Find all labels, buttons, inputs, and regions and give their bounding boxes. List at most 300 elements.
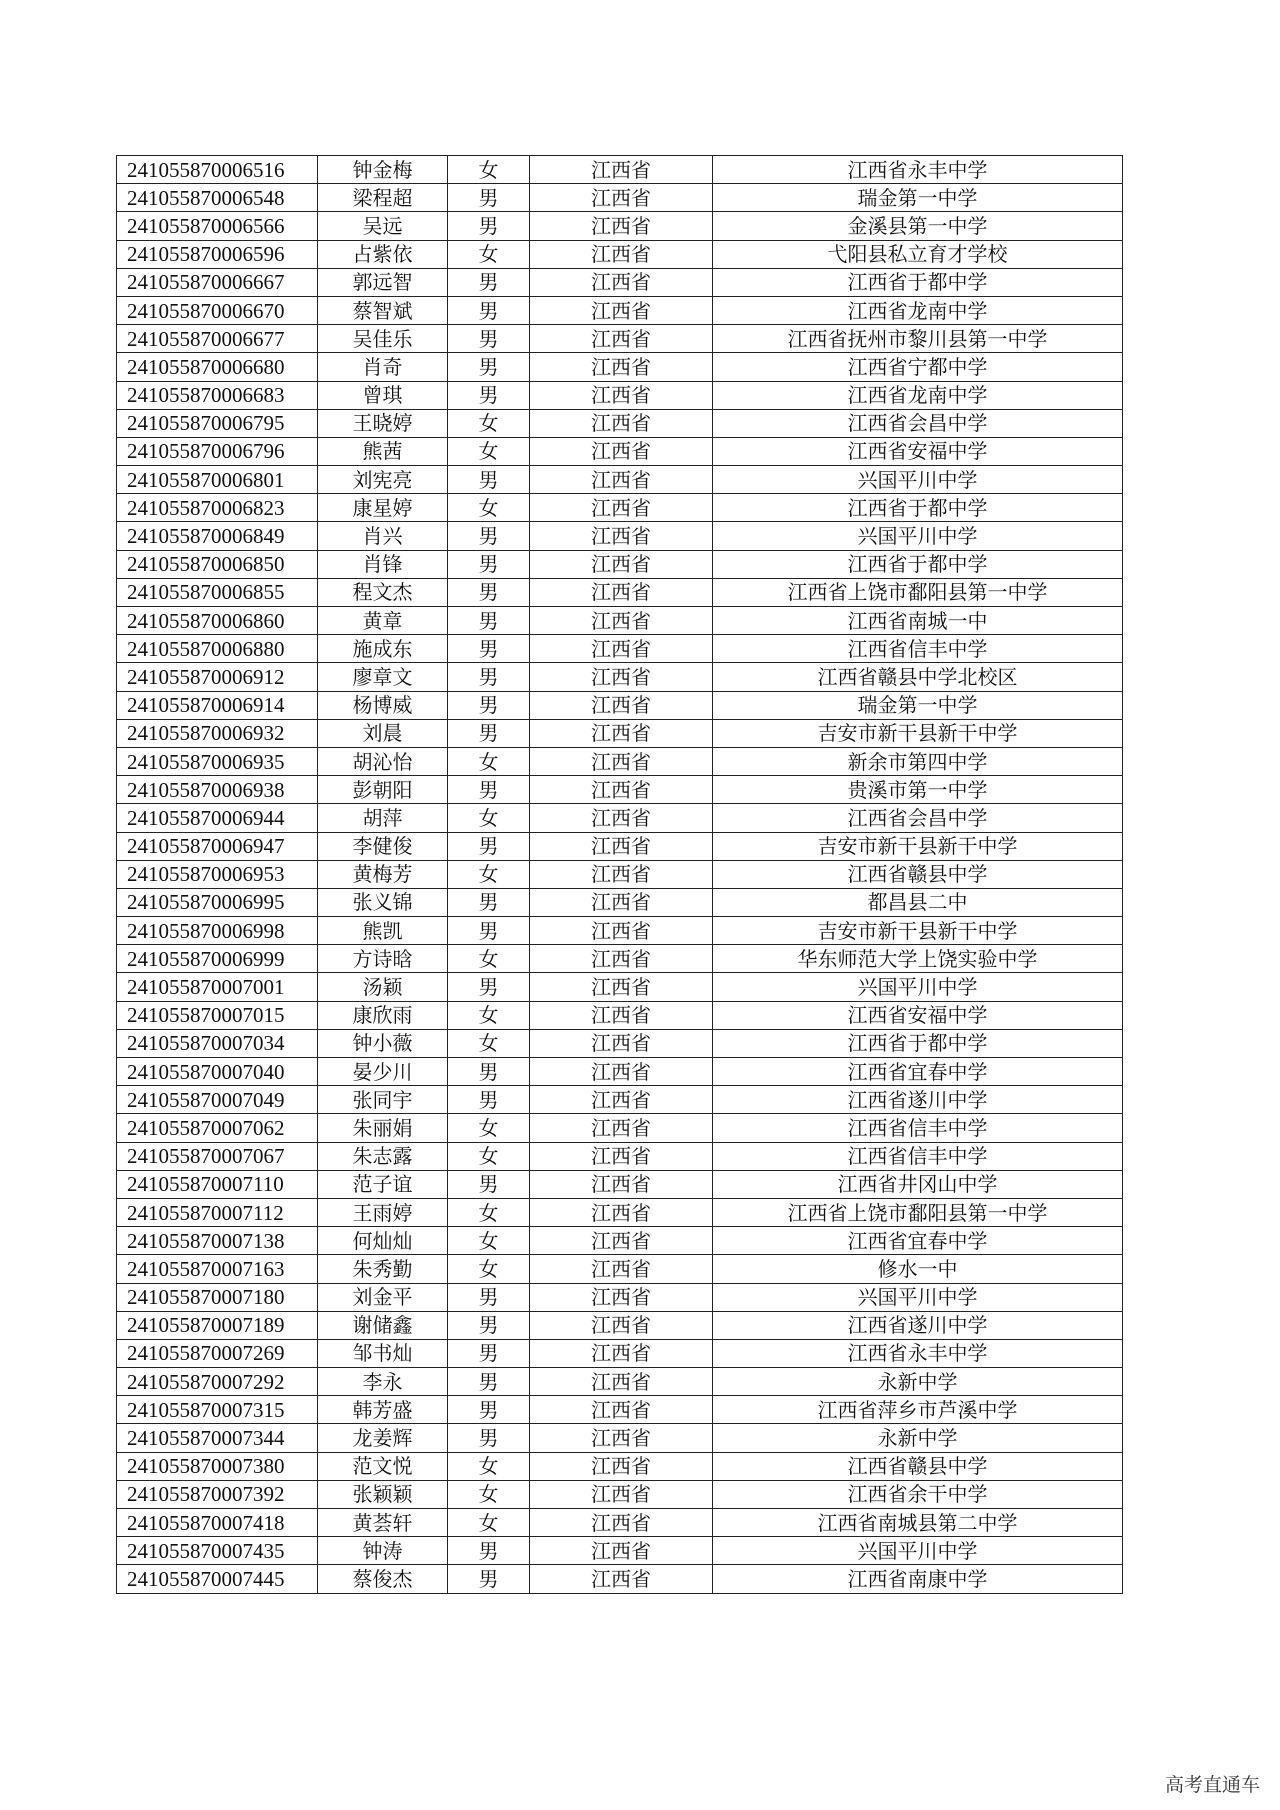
table-row <box>117 466 1123 494</box>
exam-id-cell: 241055870007110 <box>117 1170 318 1198</box>
table-row <box>117 156 1123 184</box>
table-row <box>117 917 1123 945</box>
province-cell: 江西省 <box>530 522 713 550</box>
exam-id-cell: 241055870006953 <box>117 860 318 888</box>
gender-cell: 男 <box>448 466 530 494</box>
province-cell: 江西省 <box>530 1058 713 1086</box>
province-cell: 江西省 <box>530 804 713 832</box>
exam-id-cell: 241055870006880 <box>117 635 318 663</box>
school-cell: 都昌县二中 <box>713 888 1123 916</box>
school-cell: 江西省龙南中学 <box>713 296 1123 324</box>
school-cell: 江西省于都中学 <box>713 494 1123 522</box>
school-cell: 吉安市新干县新干中学 <box>713 832 1123 860</box>
province-cell: 江西省 <box>530 1339 713 1367</box>
name-cell: 肖锋 <box>318 550 448 578</box>
table-row <box>117 1114 1123 1142</box>
province-cell: 江西省 <box>530 1311 713 1339</box>
province-cell: 江西省 <box>530 917 713 945</box>
name-cell: 肖奇 <box>318 353 448 381</box>
exam-id-cell: 241055870006683 <box>117 381 318 409</box>
table-row <box>117 494 1123 522</box>
gender-cell: 女 <box>448 409 530 437</box>
exam-id-cell: 241055870007189 <box>117 1311 318 1339</box>
table-row <box>117 184 1123 212</box>
province-cell: 江西省 <box>530 409 713 437</box>
exam-id-cell: 241055870007269 <box>117 1339 318 1367</box>
gender-cell: 男 <box>448 888 530 916</box>
name-cell: 蔡智斌 <box>318 296 448 324</box>
name-cell: 康欣雨 <box>318 1001 448 1029</box>
name-cell: 吴远 <box>318 212 448 240</box>
table-row <box>117 437 1123 465</box>
school-cell: 江西省上饶市鄱阳县第一中学 <box>713 578 1123 606</box>
school-cell: 兴国平川中学 <box>713 522 1123 550</box>
province-cell: 江西省 <box>530 578 713 606</box>
table-row <box>117 973 1123 1001</box>
table-row <box>117 635 1123 663</box>
exam-id-cell: 241055870006667 <box>117 268 318 296</box>
exam-id-cell: 241055870006680 <box>117 353 318 381</box>
exam-id-cell: 241055870007067 <box>117 1142 318 1170</box>
gender-cell: 男 <box>448 917 530 945</box>
exam-id-cell: 241055870006548 <box>117 184 318 212</box>
province-cell: 江西省 <box>530 466 713 494</box>
exam-id-cell: 241055870007049 <box>117 1086 318 1114</box>
province-cell: 江西省 <box>530 381 713 409</box>
school-cell: 兴国平川中学 <box>713 1537 1123 1565</box>
exam-id-cell: 241055870006935 <box>117 747 318 775</box>
name-cell: 韩芳盛 <box>318 1396 448 1424</box>
name-cell: 程文杰 <box>318 578 448 606</box>
school-cell: 江西省信丰中学 <box>713 1114 1123 1142</box>
exam-id-cell: 241055870006912 <box>117 663 318 691</box>
name-cell: 方诗晗 <box>318 945 448 973</box>
name-cell: 钟涛 <box>318 1537 448 1565</box>
gender-cell: 男 <box>448 381 530 409</box>
school-cell: 瑞金第一中学 <box>713 691 1123 719</box>
name-cell: 蔡俊杰 <box>318 1565 448 1593</box>
gender-cell: 男 <box>448 776 530 804</box>
school-cell: 江西省会昌中学 <box>713 804 1123 832</box>
gender-cell: 男 <box>448 325 530 353</box>
school-cell: 江西省赣县中学 <box>713 1452 1123 1480</box>
name-cell: 邹书灿 <box>318 1339 448 1367</box>
gender-cell: 女 <box>448 437 530 465</box>
school-cell: 江西省宜春中学 <box>713 1058 1123 1086</box>
exam-id-cell: 241055870007001 <box>117 973 318 1001</box>
school-cell: 兴国平川中学 <box>713 973 1123 1001</box>
exam-id-cell: 241055870007418 <box>117 1509 318 1537</box>
province-cell: 江西省 <box>530 212 713 240</box>
name-cell: 朱志露 <box>318 1142 448 1170</box>
name-cell: 刘晨 <box>318 719 448 747</box>
province-cell: 江西省 <box>530 1283 713 1311</box>
exam-id-cell: 241055870006801 <box>117 466 318 494</box>
gender-cell: 男 <box>448 1058 530 1086</box>
table-row <box>117 1424 1123 1452</box>
province-cell: 江西省 <box>530 268 713 296</box>
gender-cell: 男 <box>448 1086 530 1114</box>
exam-id-cell: 241055870006849 <box>117 522 318 550</box>
table-row <box>117 1452 1123 1480</box>
exam-id-cell: 241055870007380 <box>117 1452 318 1480</box>
gender-cell: 女 <box>448 945 530 973</box>
exam-id-cell: 241055870007112 <box>117 1198 318 1226</box>
province-cell: 江西省 <box>530 184 713 212</box>
table-row <box>117 607 1123 635</box>
exam-id-cell: 241055870006938 <box>117 776 318 804</box>
school-cell: 江西省赣县中学北校区 <box>713 663 1123 691</box>
table-row <box>117 1227 1123 1255</box>
exam-id-cell: 241055870006932 <box>117 719 318 747</box>
name-cell: 张义锦 <box>318 888 448 916</box>
school-cell: 江西省遂川中学 <box>713 1086 1123 1114</box>
gender-cell: 女 <box>448 1255 530 1283</box>
province-cell: 江西省 <box>530 550 713 578</box>
school-cell: 江西省南城县第二中学 <box>713 1509 1123 1537</box>
gender-cell: 女 <box>448 1001 530 1029</box>
school-cell: 江西省抚州市黎川县第一中学 <box>713 325 1123 353</box>
exam-id-cell: 241055870007034 <box>117 1029 318 1057</box>
gender-cell: 男 <box>448 1424 530 1452</box>
exam-id-cell: 241055870006596 <box>117 240 318 268</box>
gender-cell: 男 <box>448 1339 530 1367</box>
school-cell: 江西省遂川中学 <box>713 1311 1123 1339</box>
table-row <box>117 325 1123 353</box>
province-cell: 江西省 <box>530 860 713 888</box>
name-cell: 杨博威 <box>318 691 448 719</box>
table-row <box>117 776 1123 804</box>
table-row <box>117 1283 1123 1311</box>
school-cell: 江西省永丰中学 <box>713 156 1123 184</box>
exam-id-cell: 241055870007435 <box>117 1537 318 1565</box>
province-cell: 江西省 <box>530 691 713 719</box>
table-row <box>117 522 1123 550</box>
name-cell: 刘金平 <box>318 1283 448 1311</box>
school-cell: 修水一中 <box>713 1255 1123 1283</box>
table-row <box>117 945 1123 973</box>
table-row <box>117 1480 1123 1508</box>
name-cell: 廖章文 <box>318 663 448 691</box>
table-row <box>117 578 1123 606</box>
gender-cell: 男 <box>448 1565 530 1593</box>
exam-id-cell: 241055870006995 <box>117 888 318 916</box>
name-cell: 胡萍 <box>318 804 448 832</box>
gender-cell: 女 <box>448 804 530 832</box>
gender-cell: 男 <box>448 663 530 691</box>
exam-id-cell: 241055870006860 <box>117 607 318 635</box>
table-row <box>117 1001 1123 1029</box>
province-cell: 江西省 <box>530 1509 713 1537</box>
table-row <box>117 353 1123 381</box>
exam-id-cell: 241055870007062 <box>117 1114 318 1142</box>
name-cell: 黄章 <box>318 607 448 635</box>
table-row <box>117 240 1123 268</box>
exam-id-cell: 241055870007180 <box>117 1283 318 1311</box>
gender-cell: 女 <box>448 1480 530 1508</box>
name-cell: 刘宪亮 <box>318 466 448 494</box>
gender-cell: 女 <box>448 747 530 775</box>
name-cell: 胡沁怡 <box>318 747 448 775</box>
school-cell: 江西省宜春中学 <box>713 1227 1123 1255</box>
province-cell: 江西省 <box>530 437 713 465</box>
province-cell: 江西省 <box>530 776 713 804</box>
exam-id-cell: 241055870006947 <box>117 832 318 860</box>
gender-cell: 女 <box>448 1114 530 1142</box>
name-cell: 熊茜 <box>318 437 448 465</box>
school-cell: 江西省龙南中学 <box>713 381 1123 409</box>
table-row <box>117 1170 1123 1198</box>
exam-id-cell: 241055870007445 <box>117 1565 318 1593</box>
name-cell: 王晓婷 <box>318 409 448 437</box>
exam-id-cell: 241055870006823 <box>117 494 318 522</box>
name-cell: 黄梅芳 <box>318 860 448 888</box>
gender-cell: 男 <box>448 184 530 212</box>
school-cell: 江西省信丰中学 <box>713 635 1123 663</box>
exam-id-cell: 241055870006670 <box>117 296 318 324</box>
exam-id-cell: 241055870006999 <box>117 945 318 973</box>
school-cell: 江西省赣县中学 <box>713 860 1123 888</box>
table-row <box>117 409 1123 437</box>
school-cell: 江西省萍乡市芦溪中学 <box>713 1396 1123 1424</box>
gender-cell: 男 <box>448 635 530 663</box>
province-cell: 江西省 <box>530 1029 713 1057</box>
table-row <box>117 804 1123 832</box>
school-cell: 兴国平川中学 <box>713 1283 1123 1311</box>
name-cell: 朱秀勤 <box>318 1255 448 1283</box>
name-cell: 郭远智 <box>318 268 448 296</box>
table-row <box>117 1339 1123 1367</box>
province-cell: 江西省 <box>530 1396 713 1424</box>
name-cell: 朱丽娟 <box>318 1114 448 1142</box>
name-cell: 龙姜辉 <box>318 1424 448 1452</box>
gender-cell: 男 <box>448 296 530 324</box>
name-cell: 钟小薇 <box>318 1029 448 1057</box>
school-cell: 永新中学 <box>713 1368 1123 1396</box>
student-table <box>116 155 1123 1594</box>
name-cell: 肖兴 <box>318 522 448 550</box>
name-cell: 何灿灿 <box>318 1227 448 1255</box>
province-cell: 江西省 <box>530 1424 713 1452</box>
gender-cell: 男 <box>448 1396 530 1424</box>
table-row <box>117 1255 1123 1283</box>
table-row <box>117 1396 1123 1424</box>
name-cell: 李永 <box>318 1368 448 1396</box>
student-table-body <box>117 156 1123 1594</box>
name-cell: 汤颖 <box>318 973 448 1001</box>
name-cell: 李健俊 <box>318 832 448 860</box>
table-row <box>117 663 1123 691</box>
province-cell: 江西省 <box>530 494 713 522</box>
exam-id-cell: 241055870006850 <box>117 550 318 578</box>
gender-cell: 女 <box>448 1142 530 1170</box>
province-cell: 江西省 <box>530 353 713 381</box>
gender-cell: 男 <box>448 973 530 1001</box>
province-cell: 江西省 <box>530 1480 713 1508</box>
exam-id-cell: 241055870006998 <box>117 917 318 945</box>
table-row <box>117 1029 1123 1057</box>
school-cell: 江西省于都中学 <box>713 268 1123 296</box>
table-row <box>117 1058 1123 1086</box>
school-cell: 江西省信丰中学 <box>713 1142 1123 1170</box>
school-cell: 江西省于都中学 <box>713 550 1123 578</box>
watermark-brand: 高考直通车 <box>1164 1774 1260 1796</box>
province-cell: 江西省 <box>530 747 713 775</box>
province-cell: 江西省 <box>530 663 713 691</box>
province-cell: 江西省 <box>530 240 713 268</box>
school-cell: 金溪县第一中学 <box>713 212 1123 240</box>
exam-id-cell: 241055870006855 <box>117 578 318 606</box>
gender-cell: 男 <box>448 607 530 635</box>
exam-id-cell: 241055870007344 <box>117 1424 318 1452</box>
province-cell: 江西省 <box>530 973 713 1001</box>
province-cell: 江西省 <box>530 1114 713 1142</box>
name-cell: 钟金梅 <box>318 156 448 184</box>
school-cell: 贵溪市第一中学 <box>713 776 1123 804</box>
gender-cell: 男 <box>448 578 530 606</box>
table-row <box>117 832 1123 860</box>
school-cell: 江西省宁都中学 <box>713 353 1123 381</box>
gender-cell: 男 <box>448 268 530 296</box>
gender-cell: 男 <box>448 832 530 860</box>
table-row <box>117 268 1123 296</box>
province-cell: 江西省 <box>530 1255 713 1283</box>
province-cell: 江西省 <box>530 1227 713 1255</box>
exam-id-cell: 241055870006677 <box>117 325 318 353</box>
school-cell: 江西省余干中学 <box>713 1480 1123 1508</box>
gender-cell: 男 <box>448 212 530 240</box>
gender-cell: 男 <box>448 691 530 719</box>
exam-id-cell: 241055870006944 <box>117 804 318 832</box>
gender-cell: 女 <box>448 1509 530 1537</box>
gender-cell: 男 <box>448 719 530 747</box>
table-row <box>117 888 1123 916</box>
table-row <box>117 747 1123 775</box>
table-row <box>117 1198 1123 1226</box>
exam-id-cell: 241055870006796 <box>117 437 318 465</box>
province-cell: 江西省 <box>530 945 713 973</box>
school-cell: 江西省安福中学 <box>713 437 1123 465</box>
table-row <box>117 1086 1123 1114</box>
table-row <box>117 381 1123 409</box>
name-cell: 彭朝阳 <box>318 776 448 804</box>
exam-id-cell: 241055870006795 <box>117 409 318 437</box>
province-cell: 江西省 <box>530 607 713 635</box>
name-cell: 张颖颖 <box>318 1480 448 1508</box>
table-row <box>117 1142 1123 1170</box>
table-row <box>117 550 1123 578</box>
school-cell: 江西省于都中学 <box>713 1029 1123 1057</box>
province-cell: 江西省 <box>530 888 713 916</box>
gender-cell: 男 <box>448 1283 530 1311</box>
gender-cell: 女 <box>448 1227 530 1255</box>
table-row <box>117 212 1123 240</box>
province-cell: 江西省 <box>530 635 713 663</box>
table-row <box>117 1509 1123 1537</box>
province-cell: 江西省 <box>530 296 713 324</box>
school-cell: 江西省井冈山中学 <box>713 1170 1123 1198</box>
gender-cell: 女 <box>448 240 530 268</box>
gender-cell: 男 <box>448 1170 530 1198</box>
exam-id-cell: 241055870007015 <box>117 1001 318 1029</box>
exam-id-cell: 241055870007292 <box>117 1368 318 1396</box>
table-row <box>117 719 1123 747</box>
gender-cell: 女 <box>448 494 530 522</box>
province-cell: 江西省 <box>530 1086 713 1114</box>
province-cell: 江西省 <box>530 1368 713 1396</box>
province-cell: 江西省 <box>530 1142 713 1170</box>
table-row <box>117 1537 1123 1565</box>
province-cell: 江西省 <box>530 719 713 747</box>
exam-id-cell: 241055870006566 <box>117 212 318 240</box>
name-cell: 张同宇 <box>318 1086 448 1114</box>
gender-cell: 男 <box>448 522 530 550</box>
school-cell: 吉安市新干县新干中学 <box>713 917 1123 945</box>
name-cell: 谢储鑫 <box>318 1311 448 1339</box>
table-row <box>117 860 1123 888</box>
exam-id-cell: 241055870007315 <box>117 1396 318 1424</box>
school-cell: 吉安市新干县新干中学 <box>713 719 1123 747</box>
province-cell: 江西省 <box>530 156 713 184</box>
exam-id-cell: 241055870007392 <box>117 1480 318 1508</box>
school-cell: 江西省南城一中 <box>713 607 1123 635</box>
exam-id-cell: 241055870006516 <box>117 156 318 184</box>
school-cell: 江西省安福中学 <box>713 1001 1123 1029</box>
school-cell: 弋阳县私立育才学校 <box>713 240 1123 268</box>
school-cell: 江西省南康中学 <box>713 1565 1123 1593</box>
name-cell: 熊凯 <box>318 917 448 945</box>
school-cell: 江西省会昌中学 <box>713 409 1123 437</box>
gender-cell: 女 <box>448 860 530 888</box>
school-cell: 瑞金第一中学 <box>713 184 1123 212</box>
table-row <box>117 1368 1123 1396</box>
name-cell: 占紫依 <box>318 240 448 268</box>
gender-cell: 女 <box>448 1029 530 1057</box>
province-cell: 江西省 <box>530 1565 713 1593</box>
gender-cell: 女 <box>448 1198 530 1226</box>
exam-id-cell: 241055870007040 <box>117 1058 318 1086</box>
school-cell: 华东师范大学上饶实验中学 <box>713 945 1123 973</box>
name-cell: 曾琪 <box>318 381 448 409</box>
province-cell: 江西省 <box>530 1198 713 1226</box>
gender-cell: 男 <box>448 1368 530 1396</box>
table-row <box>117 296 1123 324</box>
school-cell: 江西省永丰中学 <box>713 1339 1123 1367</box>
name-cell: 吴佳乐 <box>318 325 448 353</box>
gender-cell: 男 <box>448 550 530 578</box>
gender-cell: 男 <box>448 1311 530 1339</box>
school-cell: 永新中学 <box>713 1424 1123 1452</box>
name-cell: 施成东 <box>318 635 448 663</box>
school-cell: 兴国平川中学 <box>713 466 1123 494</box>
province-cell: 江西省 <box>530 832 713 860</box>
name-cell: 黄荟轩 <box>318 1509 448 1537</box>
table-row <box>117 1565 1123 1593</box>
exam-id-cell: 241055870006914 <box>117 691 318 719</box>
gender-cell: 男 <box>448 1537 530 1565</box>
name-cell: 晏少川 <box>318 1058 448 1086</box>
name-cell: 范文悦 <box>318 1452 448 1480</box>
exam-id-cell: 241055870007163 <box>117 1255 318 1283</box>
exam-id-cell: 241055870007138 <box>117 1227 318 1255</box>
province-cell: 江西省 <box>530 1452 713 1480</box>
gender-cell: 男 <box>448 353 530 381</box>
province-cell: 江西省 <box>530 325 713 353</box>
province-cell: 江西省 <box>530 1537 713 1565</box>
gender-cell: 女 <box>448 1452 530 1480</box>
province-cell: 江西省 <box>530 1170 713 1198</box>
gender-cell: 女 <box>448 156 530 184</box>
